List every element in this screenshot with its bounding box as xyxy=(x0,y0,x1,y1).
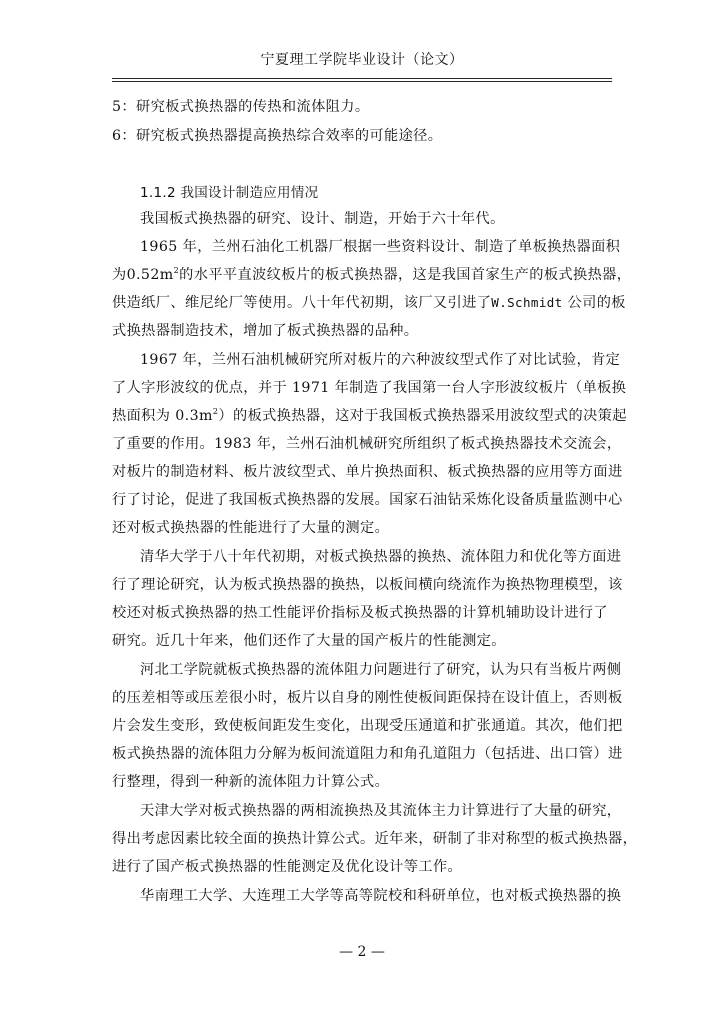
paragraph-line: 得出考虑因素比较全面的换热计算公式。近年来，研制了非对称型的板式换热器， xyxy=(112,831,638,847)
paragraph-line: 了重要的作用。1983 年，兰州石油机械研究所组织了板式换热器技术交流会， xyxy=(112,436,622,452)
section-title: 我国设计制造应用情况 xyxy=(180,185,319,201)
header-rule-thin xyxy=(112,81,612,82)
section-number: 1.1.2 xyxy=(140,185,176,201)
list-item: 6：研究板式换热器提高换热综合效率的可能途径。 xyxy=(112,128,443,144)
section-heading xyxy=(140,183,612,203)
paragraph-line: 行整理，得到一种新的流体阻力计算公式。 xyxy=(112,774,390,790)
paragraph-line: 清华大学于八十年代初期，对板式换热器的换热、流体阻力和优化等方面进 xyxy=(140,549,622,565)
paragraph-line: 的压差相等或压差很小时，板片以自身的刚性使板间距保持在设计值上，否则板 xyxy=(112,690,623,706)
paragraph-line: 板式换热器的流体阻力分解为板间流道阻力和角孔道阻力（包括进、出口管）进 xyxy=(112,746,623,762)
paragraph-line: 还对板式换热器的性能进行了大量的测定。 xyxy=(112,520,390,536)
paragraph-line: 行了理论研究，认为板式换热器的换热，以板间横向绕流作为换热物理模型，该 xyxy=(112,577,623,593)
header-rule xyxy=(112,78,612,79)
paragraph-line: 为$0.52m^2$的水平平直波纹板片的板式换热器，这是我国首家生产的板式换热器， xyxy=(112,266,632,283)
list-item: 5：研究板式换热器的传热和流体阻力。 xyxy=(112,99,370,115)
page-header: 宁夏理工学院毕业设计（论文） xyxy=(260,52,464,68)
paragraph-line: 对板片的制造材料、板片波纹型式、单片换热面积、板式换热器的应用等方面进 xyxy=(112,464,623,480)
paragraph-line: 1965 年，兰州石油化工机器厂根据一些资料设计、制造了单板换热器面积 xyxy=(140,239,621,255)
paragraph-line: 行了讨论，促进了我国板式换热器的发展。国家石油钻采炼化设备质量监测中心 xyxy=(112,492,623,508)
paragraph-line: 片会发生变形，致使板间距发生变化，出现受压通道和扩张通道。其次，他们把 xyxy=(112,718,623,734)
paragraph-line: 华南理工大学、大连理工大学等高等院校和科研单位，也对板式换热器的换 xyxy=(140,888,622,904)
paragraph-line: 进行了国产板式换热器的性能测定及优化设计等工作。 xyxy=(112,859,463,875)
company-name: W.Schmidt xyxy=(491,295,563,310)
paragraph-line: 了人字形波纹的优点，并于 1971 年制造了我国第一台人字形波纹板片（单板换 xyxy=(112,380,627,396)
paragraph-line: 河北工学院就板式换热器的流体阻力问题进行了研究，认为只有当板片两侧 xyxy=(140,662,622,678)
paragraph-line: 校还对板式换热器的热工性能评价指标及板式换热器的计算机辅助设计进行了 xyxy=(112,605,608,621)
paragraph-line: 式换热器制造技术，增加了板式换热器的品种。 xyxy=(112,323,419,339)
paragraph-line: 供造纸厂、维尼纶厂等使用。八十年代初期，该厂又引进了W.Schmidt 公司的板 xyxy=(112,295,626,311)
paragraph-line: 天津大学对板式换热器的两相流换热及其流体主力计算进行了大量的研究， xyxy=(140,803,622,819)
paragraph-line: 研究。近几十年来，他们还作了大量的国产板片的性能测定。 xyxy=(112,633,506,649)
paragraph-line: 1967 年，兰州石油机械研究所对板片的六种波纹型式作了对比试验，肯定 xyxy=(140,352,621,368)
paragraph-line: 热面积为 $0.3m^2$）的板式换热器，这对于我国板式换热器采用波纹型式的决策起 xyxy=(112,407,627,424)
page-number: — 2 — xyxy=(339,944,385,960)
paragraph-line: 我国板式换热器的研究、设计、制造，开始于六十年代。 xyxy=(140,211,505,227)
